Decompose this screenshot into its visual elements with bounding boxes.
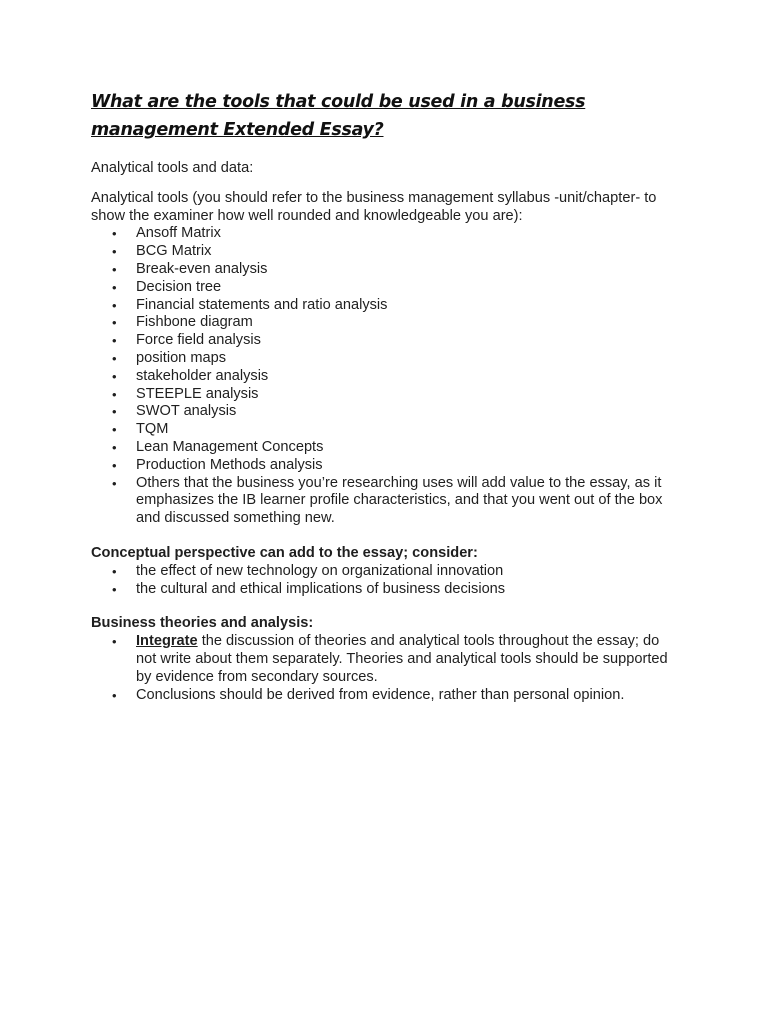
list-item: • Lean Management Concepts [91, 439, 676, 457]
intro-label: Analytical tools and data: [91, 160, 254, 176]
list-item: • position maps [91, 350, 676, 368]
tools-list [91, 225, 698, 528]
list-item: • Ansoff Matrix [91, 225, 676, 243]
list-item: • stakeholder analysis [91, 368, 676, 386]
theories-item-text: the discussion of theories and analytical tools throughout the essay; do not write about them separately. Theories and analytical tools should be supported by evidence from secondary sources. [136, 633, 668, 685]
document-title: What are the tools that could be used in a business management Extended Essay? [91, 92, 586, 140]
list-item: • Fishbone diagram [91, 314, 676, 332]
theories-heading: Business theories and analysis: [91, 615, 314, 632]
conceptual-heading: Conceptual perspective can add to the essay; consider: [91, 544, 478, 561]
list-item: • Others that the business you’re researching uses will add value to the essay, as it emphasizes the IB learner profile characteristics, and that you went out of the box and discussed something new. [91, 475, 676, 528]
theories-list [91, 633, 698, 704]
list-item: • Decision tree [91, 279, 676, 297]
intro-text: Analytical tools (you should refer to the business management syllabus -unit/chapter- to show the examiner how well rounded and knowledgeable you are): [91, 189, 657, 224]
list-item: • Conclusions should be derived from evidence, rather than personal opinion. [91, 687, 676, 705]
list-item: • Break-even analysis [91, 261, 676, 279]
list-item: • Force field analysis [91, 332, 676, 350]
integrate-emphasis: Integrate [136, 633, 198, 650]
list-item: • TQM [91, 421, 676, 439]
list-item: • SWOT analysis [91, 403, 676, 421]
list-item: • BCG Matrix [91, 243, 676, 261]
list-item: • Production Methods analysis [91, 457, 676, 475]
list-item: • STEEPLE analysis [91, 386, 676, 404]
list-item: • the effect of new technology on organizational innovation [91, 563, 676, 581]
list-item [91, 633, 676, 686]
list-item: • Financial statements and ratio analysis [91, 297, 676, 315]
list-item: • the cultural and ethical implications of business decisions [91, 581, 676, 599]
conceptual-list [91, 563, 698, 599]
